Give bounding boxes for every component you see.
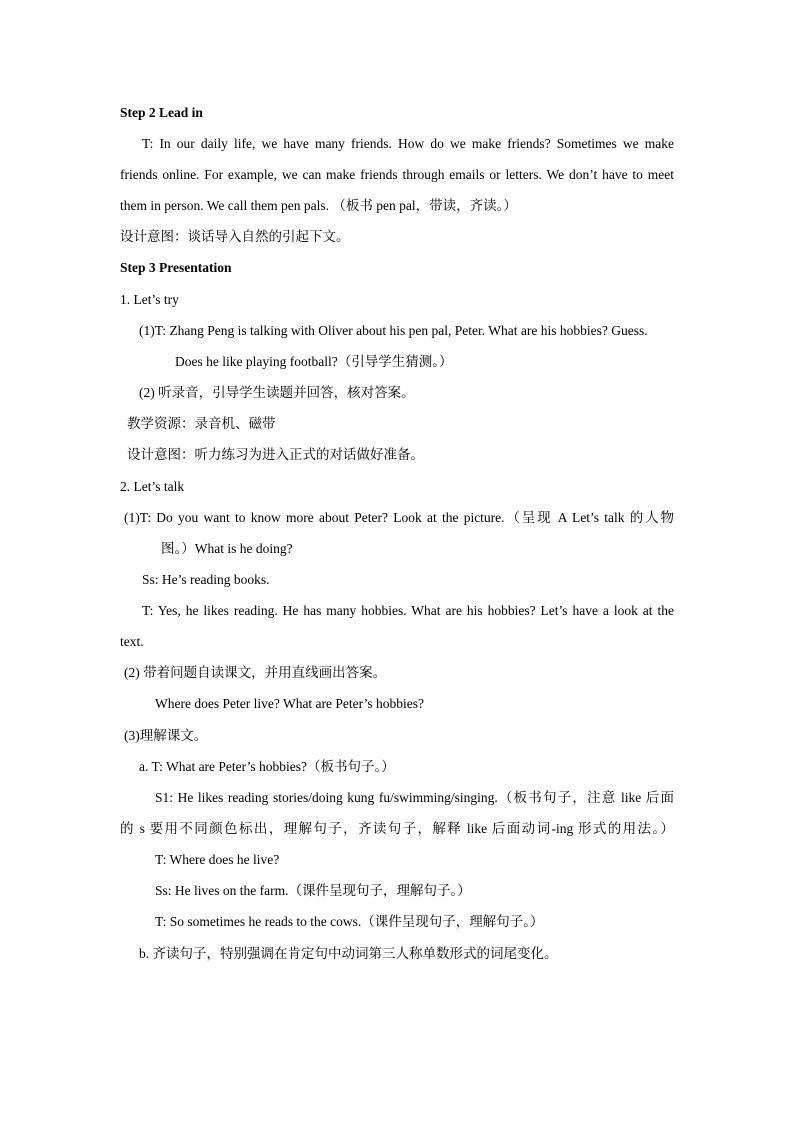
paragraph-line: Where does Peter live? What are Peter’s hobbies? (155, 696, 425, 711)
paragraph-line: Ss: He lives on the farm.（课件呈现句子，理解句子。） (155, 883, 471, 898)
paragraph-line: 的 s 要用不同颜色标出，理解句子，齐读句子，解释 like 后面动词-ing 形式的用法。） (120, 821, 674, 836)
paragraph-line: them in person. We call them pen pals. （板书 pen pal，带读，齐读。） (120, 198, 517, 213)
paragraph-line: a. T: What are Peter’s hobbies?（板书句子。） (139, 759, 395, 774)
paragraph-line: Does he like playing football?（引导学生猜测。） (175, 354, 453, 369)
heading-step-3: Step 3 Presentation (120, 260, 232, 275)
paragraph-line: b. 齐读句子，特别强调在肯定句中动词第三人称单数形式的词尾变化。 (139, 946, 558, 961)
paragraph-line: (1)T: Do you want to know more about Peter? Look at the picture.（呈现 A Let’s talk 的人物 (124, 510, 674, 525)
paragraph-line: (3)理解课文。 (124, 728, 208, 743)
design-intent-note: 设计意图：谈话导入自然的引起下文。 (120, 229, 350, 244)
paragraph-line: S1: He likes reading stories/doing kung fu/swimming/singing.（板书句子，注意 like 后面 (155, 790, 674, 805)
paragraph-line: text. (120, 634, 144, 649)
heading-step-2: Step 2 Lead in (120, 105, 203, 120)
paragraph-line: T: So sometimes he reads to the cows.（课件呈现句子，理解句子。） (155, 914, 544, 929)
paragraph-line: 图。）What is he doing? (161, 541, 293, 556)
paragraph-line: (1)T: Zhang Peng is talking with Oliver about his pen pal, Peter. What are his hobbies? Guess. (139, 323, 648, 338)
paragraph-line: T: In our daily life, we have many friends. How do we make friends? Sometimes we make (142, 136, 674, 151)
subheading-lets-talk: 2. Let’s talk (120, 479, 185, 494)
paragraph-line: (2) 带着问题自读课文，并用直线画出答案。 (124, 665, 387, 680)
paragraph-line: T: Where does he live? (155, 852, 280, 867)
design-intent-note: 设计意图：听力练习为进入正式的对话做好准备。 (127, 447, 424, 462)
subheading-lets-try: 1. Let’s try (120, 292, 179, 307)
paragraph-line: Ss: He’s reading books. (142, 572, 270, 587)
paragraph-line: friends online. For example, we can make friends through emails or letters. We don’t have to meet (120, 167, 674, 182)
paragraph-line: T: Yes, he likes reading. He has many hobbies. What are his hobbies? Let’s have a look at the (142, 603, 674, 618)
paragraph-line: (2) 听录音，引导学生读题并回答，核对答案。 (139, 385, 415, 400)
teaching-resources-note: 教学资源：录音机、磁带 (127, 416, 276, 431)
